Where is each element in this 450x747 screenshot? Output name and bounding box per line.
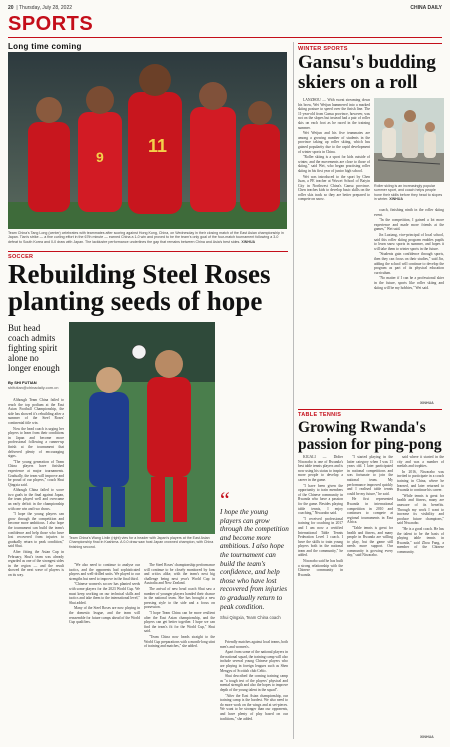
photo-credit: XINHUA — [241, 239, 256, 244]
soccer-label: SOCCER — [8, 254, 34, 260]
roller-ski-photo — [374, 98, 444, 182]
svg-text:9: 9 — [96, 149, 104, 165]
paragraph: "I received professional training for coaching in 2017 and I am now a certified International Table Tennis Federation Level 1 coach. I have the skills to train young players both in the national team and the community," he added. — [298, 516, 343, 558]
paragraph: He first represented Rwanda in international competition in 2010 and continues to compete at regional tournaments in East Africa. — [347, 497, 393, 525]
winter-column-1 — [298, 98, 370, 406]
winter-headline: Gansu's budding skiers on a roll — [298, 52, 436, 93]
byline-name: By SHI FUTIAN — [8, 380, 37, 385]
column-divider — [293, 42, 294, 739]
paragraph: Shui described the coming training camp as "a tough test of the players' physical and mental strength and also the hopes to improve depth of the young talent in the squad". — [220, 674, 288, 692]
tt-label: TABLE TENNIS — [298, 412, 342, 418]
soccer-deck: But head coach admits fighting spirit alone no longer enough — [8, 323, 60, 373]
paragraph: "The young generation of Team China players have finished experience at major tournaments. Gradually, the team will improve and be proud of our players," coach Shui Qingxia said. — [8, 459, 64, 487]
match-photo-caption: Team China's Wang Linlin (right) vies for a header with Japan's players at the East Asian Championship final in Kashima. A 0-0 draw saw host Japan crowned champion, with China finishing second. — [69, 536, 214, 549]
paragraph: KIGALI — Didier Ntwarabo is one of Rwanda's best table tennis players and is now using his status to inspire more people to develop a career in the game. — [298, 455, 343, 482]
paragraph: Wei was introduced to the sport by Chen Juan, a PE teacher at Wuwei School of Baiyin City in Northwest China's Gansu province. Chen teaches kids to develop basic skills on the roller skis track so they are better prepared to compete on snow. — [298, 174, 370, 202]
soccer-column-3 — [144, 563, 215, 738]
soccer-rule — [8, 251, 288, 252]
tt-rule — [298, 409, 442, 410]
paragraph: In 2016, Ntwarabo was invited to participate in a coach training in China, where he learned, and later returned to Rwanda to continue his career. — [397, 469, 444, 493]
paragraph: Although Team China failed to reach the top podium at the East Asian Football Championship, the side has showed it's rebuilding after a summer of the Steel Roses' continental title win. — [8, 398, 64, 425]
paragraph: "Chinese women's soccer has planted seeds with some players for the 2023 World Cup. We must keep working on our technical skills and tactics and take them to the international level," Shui added. — [69, 582, 140, 605]
paragraph: Wei Weijun and his five teammates are among a growing number of students in the province taking up roller skiing, which has gained popularity due to the rapid development of winter sports in China. — [298, 131, 370, 154]
winter-label: WINTER SPORTS — [298, 46, 348, 52]
paragraph: "In the competition, I gained a lot more experience and made more friends at the games," Wei said. — [374, 218, 444, 232]
tt-column-2 — [347, 455, 393, 738]
quote-attribution: Shui Qingxia, Team China coach — [220, 615, 281, 621]
soccer-byline — [8, 380, 64, 390]
paragraph: After fitting the Asian Cup in February, Shui's team was already regarded as one of the strongest sides in the region — and the result showed the next wave of players is on its way. — [8, 550, 64, 577]
byline-email: shifutian@chinadaily.com.cn — [8, 385, 59, 390]
tt-credit: XINHUA — [420, 735, 434, 739]
paragraph: "Team China now heads straight to the World Cup preparations with a month-long stint of training and matches," she added. — [144, 634, 215, 649]
paragraph: "No matter if I can be a professional skier in the future, sports like roller skiing and skiing will be my hobbies," Wei said. — [374, 276, 444, 290]
soccer-column-4 — [220, 640, 288, 738]
paragraph: Friendly matches against local teams, both men's and women's. — [220, 640, 288, 649]
paragraph: Ntwarabo said he has built a strong relationship with the Chinese community in Rwanda. — [298, 559, 343, 577]
kicker-long-time: Long time coming — [8, 42, 82, 51]
tt-headline: Growing Rwanda's passion for ping-pong — [298, 419, 442, 453]
svg-text:11: 11 — [148, 136, 168, 156]
paper-name: CHINA DAILY — [410, 5, 442, 11]
paragraph: "Roller skiing is a sport for kids outside of winter, and the movements are close to those of skiing," said Wei, who began practising roller skiing in his first year of junior high school. — [298, 155, 370, 173]
paragraph: Many of the Steel Roses are now playing in the domestic league, and the team will reassemble for future camps ahead of the World Cup qualifiers. — [69, 606, 140, 625]
tt-column-3 — [397, 455, 444, 731]
winter-photo-caption — [374, 184, 444, 202]
caption-text: Roller skiing is an increasingly popular summer sport, and coach helps people hone their skills before they head to slopes in winter. — [374, 184, 443, 202]
section-rule — [8, 37, 442, 38]
match-photo — [69, 322, 215, 534]
paragraph: "We also need to continue to analyse our tactics, and the opponents had sophisticated players and well-drilled units. We played to our strengths but need to improve in the final third. — [69, 563, 140, 581]
winter-credit: XINHUA — [420, 401, 434, 405]
paragraph: "While tennis is great for health and fitness, many are unaware of its benefits. Through my work I want to increase its visibility and produce future champions," said Ntwarabo. — [397, 493, 444, 526]
soccer-column-2 — [69, 563, 140, 738]
paragraph: Now the head coach is urging her players to learn from their conditions in Japan and become more professional following a runner-up finish at the tournament that delivered plenty of encouraging signs. — [8, 426, 64, 459]
celebration-photo — [8, 52, 287, 229]
section-title: SPORTS — [8, 13, 94, 35]
photo-credit: XINHUA — [389, 197, 403, 202]
page-date: 20 | Thursday, July 28, 2022 — [8, 5, 73, 11]
pull-quote — [220, 487, 290, 621]
winter-column-2 — [374, 208, 444, 398]
quote-mark-icon: “ — [220, 487, 230, 512]
paragraph: "After the East Asian championship, our training camp is the hardest. We also need to do more work on the wings and at set-pieces. We want to be stronger than our opponents, and have plenty of play based on our traditions," she added. — [220, 693, 288, 721]
caption-text: Team China's Tang Long (center) celebrates with teammates after scoring against Hong Kong, China, on Wednesday in their closing match of the East Asian championship in Japan. Tian's strike — a fine curling effort in the 67th minute — earned China a 1-0 win and proved to be the team's only goal of the four-match tournament following a 3-0 defeat to South Korea and 0-0 draw with Japan. The lacklustre performance underlines the gap that remains between China and Asia's best sides. — [8, 231, 284, 244]
quote-text: I hope the young players can grow through the competition and become more ambitious. I also hope the tournament can build the team's confidence, and help those who have lost recovered from injuries to gradually return to peak condition. — [220, 508, 289, 611]
paragraph: "Students gain confidence through sports, then they can focus on their studies," said Jin, adding the school will continue to develop the program as part of its physical education curriculum. — [374, 252, 444, 275]
paragraph: "He is a good coach. He has the talent to be the basis of playing table tennis in Rwanda," said Zhou Fang, a member of the Chinese community. — [397, 526, 444, 554]
paragraph: Jin Luxiang, vice-principal of local school, said this roller skiing program enables pupils to learn snow sports in summer, and hopes it will take them to winter sports in the future. — [374, 232, 444, 251]
paragraph: said where it started in the city and was a number of medals and trophies. — [397, 455, 444, 469]
soccer-column-1 — [8, 398, 64, 738]
soccer-headline: Rebuilding Steel Roses planting seeds of hope — [8, 259, 271, 316]
winter-rule — [298, 43, 442, 44]
paragraph: "I started playing in the latter category when I was 11 years old. I later participated in national competitions and was fortunate to join the national team. My performance improved quickly and I realised table tennis could be my future," he said. — [347, 455, 393, 496]
photo-caption — [8, 231, 287, 244]
paragraph: Although China failed to score two goals in the final against Japan, the team played well and overcame an early deficit in the championship with one win and two draws. — [8, 488, 64, 511]
paragraph: "Table tennis is great for health and fitness, and many people in Rwanda are willing to play, but the game still needs more support. Our community is growing every day," said Ntwarabo. — [347, 525, 393, 558]
paragraph: "I hope the young players can grow through the competition and become more ambitious. I also hope the tournament can build the team's confidence and help those who have lost recovered from injuries to gradually return to peak condition," said Shui. — [8, 512, 64, 549]
date-line: Thursday, July 28, 2022 — [19, 5, 73, 11]
paragraph: "I hope Team China can be more resilient after the East Asian championship, and the players can get better together. I hope we can find the team's fit for the World Cup," Shui said. — [144, 610, 215, 634]
paragraph: "I have been given the opportunity to train members of the Chinese community in Rwanda who have a passion for the game. Besides playing table tennis, I enjoy coaching," Ntwarabo said. — [298, 483, 343, 516]
paragraph: coach, finishing ninth in the roller skiing event. — [374, 208, 444, 217]
page-number: 20 — [8, 5, 14, 11]
tt-column-1 — [298, 455, 343, 738]
paragraph: The Steel Roses' championship performance will continue to be closely monitored by fans and critics alike, with the team's next big challenge being next year's World Cup in Australia and New Zealand. — [144, 563, 215, 586]
paragraph: The arrival of new head coach Shui saw a number of younger players handed their chance in the national team. She has brought a new pressing style to the side and a focus on possession. — [144, 586, 215, 610]
paragraph: Apart from some of the national players in the national squad, the training camp will also include several young Chinese players who are playing in foreign leagues such as Shen Mengyu of Scottish club Celtic. — [220, 650, 288, 673]
paragraph: LANZHOU — With sweat streaming down his brow, Wei Weijun hammered into a marked skiing posture to speed over the finish line. The 11-year-old from Gansu province, however, was not on the slopes but instead had a pair of roller skis on each foot as he raced in the training summer. — [298, 98, 370, 130]
